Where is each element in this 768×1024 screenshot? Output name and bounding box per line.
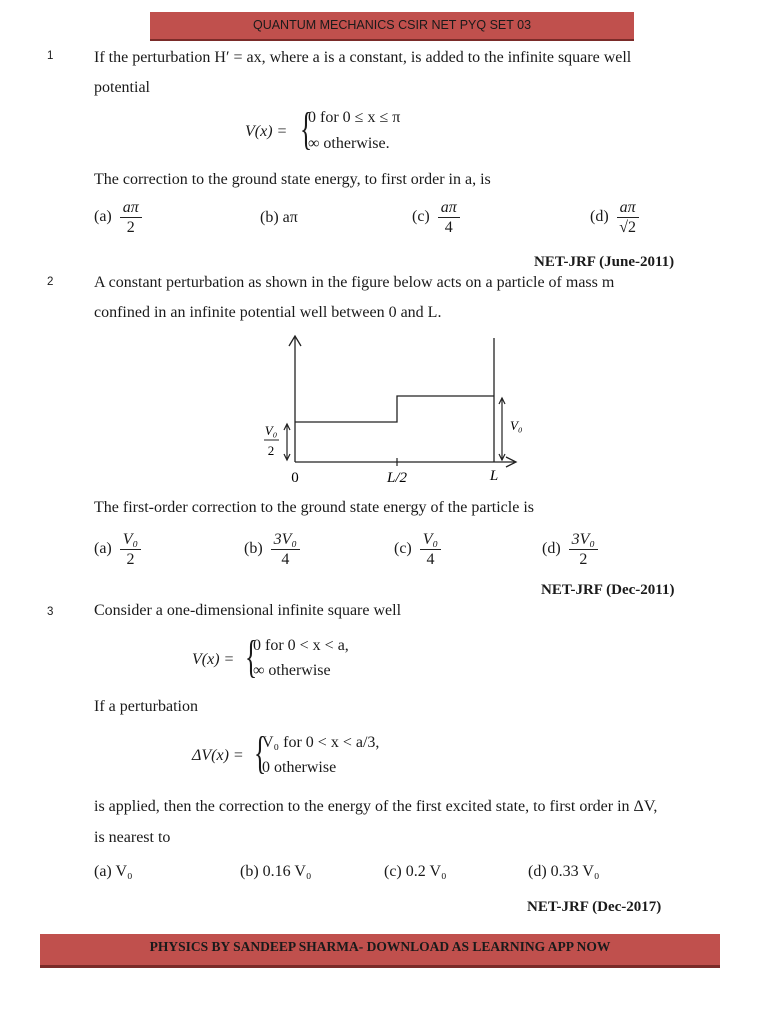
footer-bar	[40, 934, 720, 965]
right-label: V₀	[510, 418, 523, 433]
q3-question1: is applied, then the correction to the energy of the first excited state, to first order in ΔV,	[94, 798, 658, 815]
footer-text: PHYSICS BY SANDEEP SHARMA- DOWNLOAD AS LEARNING APP NOW	[149, 939, 611, 954]
q1-line2: potential	[94, 79, 150, 96]
q1-option-d: (d) $\frac{a\pi}{√2}$	[590, 198, 639, 237]
q2-line2: confined in an infinite potential well between 0 and L.	[94, 304, 442, 321]
step-potential	[295, 396, 494, 422]
q3-perturbation-lhs: ΔV(x) =	[192, 747, 244, 764]
tick-half: L/2	[386, 470, 408, 486]
q3-option-c: (c) 0.2 V₀	[384, 863, 447, 880]
q2-line1: A constant perturbation as shown in the figure below acts on a particle of mass m	[94, 274, 615, 291]
q2-question: The first-order correction to the ground state energy of the particle is	[94, 499, 534, 516]
left-label-den: 2	[267, 443, 275, 458]
q3-brace: {	[245, 631, 258, 682]
q3-line1: Consider a one-dimensional infinite square well	[94, 602, 402, 619]
q3-potential-case2: ∞ otherwise	[253, 662, 331, 679]
q1-potential-lhs: V(x) =	[245, 123, 288, 140]
left-label-num: V₀	[264, 423, 278, 438]
q1-source: NET-JRF (June-2011)	[534, 254, 675, 270]
q3-potential-case1: 0 for 0 < x < a,	[253, 637, 349, 654]
q3-source: NET-JRF (Dec-2017)	[527, 899, 662, 915]
q1-option-a: (a) $\frac{a\pi}{2}$	[94, 198, 142, 237]
q1-potential-case2: ∞ otherwise.	[308, 135, 390, 152]
header-bar	[150, 12, 634, 39]
q3-question2: is nearest to	[94, 829, 171, 846]
q2-figure	[250, 330, 530, 490]
q3-perturbation-case1: V₀ for 0 < x < a/3,	[262, 734, 380, 751]
q3-option-a: (a) V₀	[94, 863, 133, 880]
q2-option-c: (c) $\frac{\text{V₀}}{4}$	[394, 530, 441, 569]
tick-0: 0	[291, 470, 299, 486]
tick-L: L	[489, 468, 499, 484]
q1-option-b: (b) aπ	[260, 209, 298, 226]
q2-option-d: (d) $\frac{\text{3V₀}}{2}$	[542, 530, 598, 569]
q1-number: 1	[47, 50, 54, 62]
q1-potential-case1: 0 for 0 ≤ x ≤ π	[308, 109, 401, 126]
q3-number: 3	[47, 606, 54, 618]
q3-potential-lhs: V(x) =	[192, 651, 235, 668]
header-title: QUANTUM MECHANICS CSIR NET PYQ SET 03	[252, 18, 532, 32]
q3-perturbation-case2: 0 otherwise	[262, 759, 337, 776]
q3-option-b: (b) 0.16 V₀	[240, 863, 312, 880]
q3-line2: If a perturbation	[94, 698, 198, 715]
q1-option-c: (c) $\frac{a\pi}{4}$	[412, 198, 460, 237]
q3-option-d: (d) 0.33 V₀	[528, 863, 600, 880]
q2-source: NET-JRF (Dec-2011)	[541, 582, 675, 598]
q1-line1: If the perturbation H′ = ax, where a is a constant, is added to the infinite square well	[94, 49, 632, 66]
q1-brace: {	[300, 103, 313, 154]
q1-question: The correction to the ground state energy, to first order in a, is	[94, 171, 491, 188]
q3-perturbation-brace: {	[254, 727, 267, 778]
q2-number: 2	[47, 276, 54, 288]
q2-option-a: (a) $\frac{\text{V₀}}{2}$	[94, 530, 141, 569]
q2-option-b: (b) $\frac{\text{3V₀}}{4}$	[244, 530, 300, 569]
